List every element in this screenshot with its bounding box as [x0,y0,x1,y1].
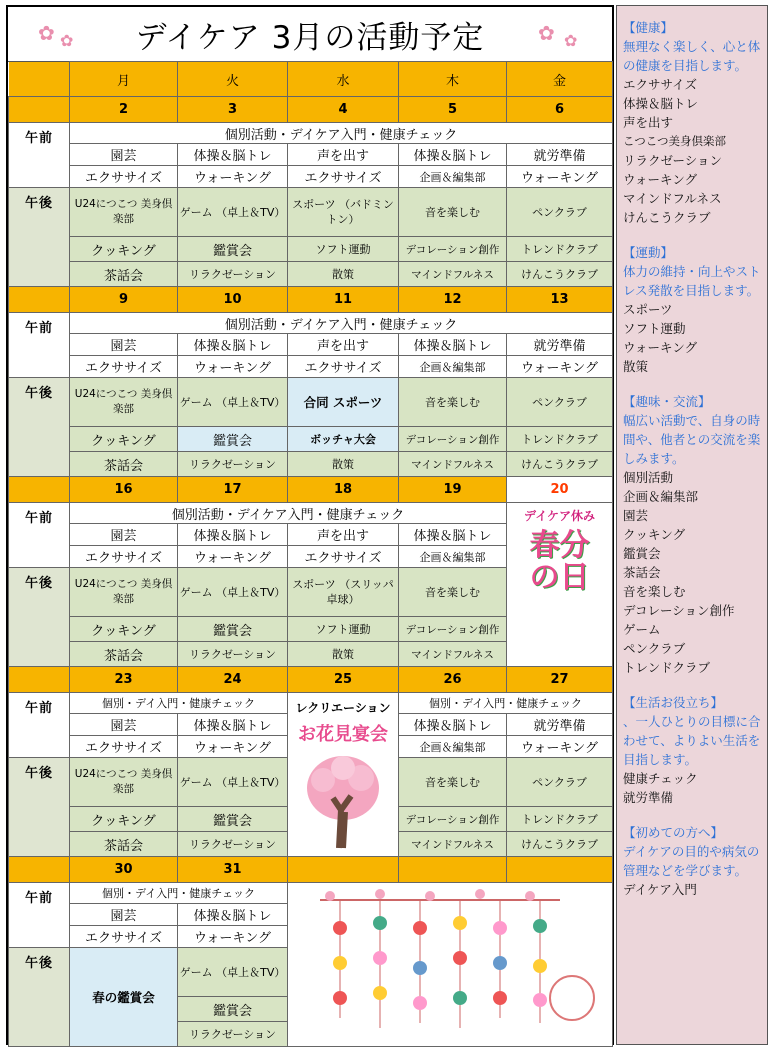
weekday-header-row [9,62,613,97]
activity-cell: クッキング [70,807,178,832]
activity-cell: 茶話会 [70,452,178,477]
holiday-name: 春分の日 [529,528,590,595]
date-cell: 4 [288,97,399,123]
activity-cell: 声を出す [288,144,399,166]
activity-cell: 声を出す [288,524,399,546]
activity-cell: 体操＆脳トレ [399,524,507,546]
section-item: ソフト運動 [623,321,686,336]
am-label: 午前 [9,503,70,568]
activity-cell: U24につこつ 美身倶楽部 [70,188,178,237]
hina-matsuri-decoration-icon [300,888,600,1038]
activity-cell: エクササイズ [70,736,178,758]
activity-cell: 音を楽しむ [399,758,507,807]
flower-decoration-icon: ✿ [564,31,579,50]
pm-label: 午後 [9,948,70,1047]
section-item: マインドフルネス [623,191,722,206]
am-banner: 個別活動・デイケア入門・健康チェック [70,313,613,334]
section-item: リラクゼーション [623,153,723,168]
recreation-title: お花見宴会 [298,724,388,745]
activity-cell: 企画＆編集部 [399,356,507,378]
activity-cell: 園芸 [70,524,178,546]
sidebar-section-hobby [623,392,765,677]
date-cell: 12 [399,287,507,313]
date-cell: 23 [70,667,178,693]
date-cell: 11 [288,287,399,313]
sidebar-section-exercise [623,243,765,376]
activity-cell: 園芸 [70,714,178,736]
am-label: 午前 [9,313,70,378]
flower-decoration-icon: ✿ [538,21,556,45]
activity-cell: エクササイズ [288,546,399,568]
activity-cell: 鑑賞会 [178,427,288,452]
category-sidebar [616,5,768,1045]
activity-cell: ウォーキング [178,356,288,378]
activity-cell: 声を出す [288,334,399,356]
am-banner: 個別・デイ入門・健康チェック [70,693,288,714]
activity-cell: 就労準備 [507,144,613,166]
weekday-label: 木 [399,62,507,97]
activity-cell: 体操＆脳トレ [178,144,288,166]
activity-cell: ペンクラブ [507,188,613,237]
date-cell: 3 [178,97,288,123]
date-cell: 13 [507,287,613,313]
special-event-cell: 春の鑑賞会 [70,948,178,1047]
activity-cell: デコレーション創作 [399,427,507,452]
section-item: 就労準備 [623,790,674,805]
page-title [8,7,612,62]
activity-cell: 鑑賞会 [178,997,288,1022]
recreation-cell [288,693,399,857]
activity-cell: ウォーキング [178,926,288,948]
activity-cell: 園芸 [70,334,178,356]
weekday-label: 水 [288,62,399,97]
activity-cell: スポーツ （スリッパ卓球） [288,568,399,617]
section-item: ウォーキング [623,172,698,187]
activity-cell: リラクゼーション [178,1022,288,1047]
section-item: デコレーション創作 [623,603,735,618]
activity-cell: ウォーキング [178,166,288,188]
activity-cell: 体操＆脳トレ [178,904,288,926]
activity-cell: ウォーキング [178,736,288,758]
date-cell: 26 [399,667,507,693]
activity-cell: トレンドクラブ [507,427,613,452]
activity-cell: 茶話会 [70,642,178,667]
hina-decoration-cell [288,883,613,1047]
section-item: 散策 [623,359,649,374]
am-banner: 個別・デイ入門・健康チェック [70,883,288,904]
activity-cell: 音を楽しむ [399,188,507,237]
title-text: デイケア 3月の活動予定 [135,19,485,56]
date-cell: 18 [288,477,399,503]
recreation-label: レクリエーション [295,701,391,715]
activity-cell: ペンクラブ [507,758,613,807]
section-item: ウォーキング [623,340,698,355]
weekday-label: 月 [70,62,178,97]
holiday-notice: デイケア休み [524,509,595,523]
date-cell: 16 [70,477,178,503]
section-item: 鑑賞会 [623,546,661,561]
section-item: 茶話会 [623,565,661,580]
activity-cell: エクササイズ [70,166,178,188]
activity-cell: マインドフルネス [399,832,507,857]
section-item: デイケア入門 [623,882,697,897]
activity-cell: 体操＆脳トレ [399,334,507,356]
activity-cell: 合同 スポーツ [288,378,399,427]
activity-cell: 体操＆脳トレ [399,144,507,166]
section-item: スポーツ [623,302,673,317]
activity-cell: マインドフルネス [399,452,507,477]
activity-cell: 体操＆脳トレ [399,714,507,736]
activity-cell: エクササイズ [70,926,178,948]
section-item: 園芸 [623,508,649,523]
activity-cell: ゲーム （卓上＆TV） [178,948,288,997]
activity-cell: ウォーキング [507,736,613,758]
activity-cell: ゲーム （卓上＆TV） [178,568,288,617]
pm-label: 午後 [9,378,70,477]
date-cell [288,857,399,883]
activity-cell: 体操＆脳トレ [178,714,288,736]
activity-cell: クッキング [70,237,178,262]
activity-cell: リラクゼーション [178,262,288,287]
pm-label: 午後 [9,568,70,667]
activity-cell: U24につこつ 美身倶楽部 [70,378,178,427]
section-heading: 【初めての方へ】 [623,825,724,840]
section-heading: 【健康】 [623,20,674,35]
am-label: 午前 [9,123,70,188]
date-cell: 17 [178,477,288,503]
section-item: 健康チェック [623,771,698,786]
am-banner: 個別・デイ入門・健康チェック [399,693,613,714]
activity-cell: 茶話会 [70,832,178,857]
activity-cell: ソフト運動 [288,237,399,262]
activity-cell: U24につこつ 美身倶楽部 [70,568,178,617]
sidebar-section-life [623,693,765,807]
section-item: エクササイズ [623,77,698,92]
date-row [9,857,613,883]
date-cell: 6 [507,97,613,123]
calendar-area [6,5,614,1045]
section-item: 個別活動 [623,470,674,485]
cherry-tree-icon [303,750,383,850]
pm-label: 午後 [9,758,70,857]
activity-cell: けんこうクラブ [507,262,613,287]
flower-decoration-icon: ✿ [38,21,56,45]
date-cell: 24 [178,667,288,693]
activity-cell: 音を楽しむ [399,378,507,427]
am-label: 午前 [9,693,70,758]
date-cell: 10 [178,287,288,313]
activity-cell: エクササイズ [70,356,178,378]
section-item: トレンドクラブ [623,660,710,675]
activity-cell: クッキング [70,617,178,642]
activity-cell: マインドフルネス [399,262,507,287]
sidebar-section-health [623,18,765,227]
section-description: デイケアの目的や病気の管理などを学びます。 [623,844,760,878]
activity-cell: トレンドクラブ [507,237,613,262]
activity-cell: 鑑賞会 [178,807,288,832]
section-description: 無理なく楽しく、心と体の健康を目指します。 [623,39,761,73]
section-item: ゲーム [623,622,661,637]
section-heading: 【趣味・交流】 [623,394,711,409]
activity-cell: ゲーム （卓上＆TV） [178,758,288,807]
activity-cell: ペンクラブ [507,378,613,427]
date-row [9,287,613,313]
activity-cell: 就労準備 [507,334,613,356]
activity-cell: ウォーキング [507,166,613,188]
activity-cell: ゲーム （卓上＆TV） [178,378,288,427]
activity-cell: リラクゼーション [178,832,288,857]
section-item: 体操＆脳トレ [623,96,699,111]
section-description: 、一人ひとりの目標に合わせて、よりよい生活を目指します。 [623,714,761,767]
section-item: 声を出す [623,115,674,130]
weekday-label: 火 [178,62,288,97]
section-item: 企画＆編集部 [623,489,699,504]
activity-cell: 鑑賞会 [178,237,288,262]
date-cell: 19 [399,477,507,503]
section-description: 体力の維持・向上やストレス発散を目指します。 [623,264,761,298]
activity-cell: エクササイズ [288,166,399,188]
activity-cell: マインドフルネス [399,642,507,667]
schedule-table [8,61,613,1047]
holiday-cell [507,503,613,667]
activity-cell: トレンドクラブ [507,807,613,832]
sidebar-section-beginner [623,823,765,899]
activity-cell: 音を楽しむ [399,568,507,617]
date-row [9,97,613,123]
pm-label: 午後 [9,188,70,287]
activity-cell: 鑑賞会 [178,617,288,642]
schedule-page [6,5,768,1045]
activity-cell: 企画＆編集部 [399,166,507,188]
section-item: けんこうクラブ [623,210,711,225]
date-cell: 30 [70,857,178,883]
activity-cell: 散策 [288,452,399,477]
activity-cell: デコレーション創作 [399,807,507,832]
activity-cell: ゲーム （卓上＆TV） [178,188,288,237]
date-cell: 5 [399,97,507,123]
activity-cell: ウォーキング [507,356,613,378]
activity-cell: 散策 [288,262,399,287]
am-label: 午前 [9,883,70,948]
activity-cell: スポーツ （バドミントン） [288,188,399,237]
activity-cell: ボッチャ大会 [288,427,399,452]
section-item: クッキング [623,527,686,542]
weekday-label: 金 [507,62,613,97]
date-cell: 27 [507,667,613,693]
activity-cell: 企画＆編集部 [399,546,507,568]
activity-cell: ソフト運動 [288,617,399,642]
activity-cell: リラクゼーション [178,642,288,667]
section-item: ペンクラブ [623,641,686,656]
section-description: 幅広い活動で、自身の時間や、他者との交流を楽しみます。 [623,413,761,466]
activity-cell: 茶話会 [70,262,178,287]
section-heading: 【生活お役立ち】 [623,695,724,710]
section-heading: 【運動】 [623,245,674,260]
activity-cell: エクササイズ [70,546,178,568]
activity-cell: けんこうクラブ [507,452,613,477]
activity-cell: U24につこつ 美身倶楽部 [70,758,178,807]
section-item: こつこつ美身倶楽部 [623,134,727,148]
activity-cell: 散策 [288,642,399,667]
activity-cell: 園芸 [70,144,178,166]
flower-decoration-icon: ✿ [60,31,75,50]
activity-cell: デコレーション創作 [399,617,507,642]
am-banner: 個別活動・デイケア入門・健康チェック [70,503,507,524]
date-row [9,667,613,693]
activity-cell: 園芸 [70,904,178,926]
date-row [9,477,613,503]
activity-cell: 企画＆編集部 [399,736,507,758]
activity-cell: ウォーキング [178,546,288,568]
date-cell: 2 [70,97,178,123]
date-cell [399,857,507,883]
date-cell: 9 [70,287,178,313]
date-cell: 31 [178,857,288,883]
activity-cell: 体操＆脳トレ [178,334,288,356]
activity-cell: クッキング [70,427,178,452]
activity-cell: 就労準備 [507,714,613,736]
am-banner: 個別活動・デイケア入門・健康チェック [70,123,613,144]
section-item: 音を楽しむ [623,584,686,599]
holiday-date-cell: 20 [507,477,613,503]
activity-cell: けんこうクラブ [507,832,613,857]
activity-cell: デコレーション創作 [399,237,507,262]
activity-cell: リラクゼーション [178,452,288,477]
activity-cell: 体操＆脳トレ [178,524,288,546]
activity-cell: エクササイズ [288,356,399,378]
date-cell: 25 [288,667,399,693]
date-cell [507,857,613,883]
